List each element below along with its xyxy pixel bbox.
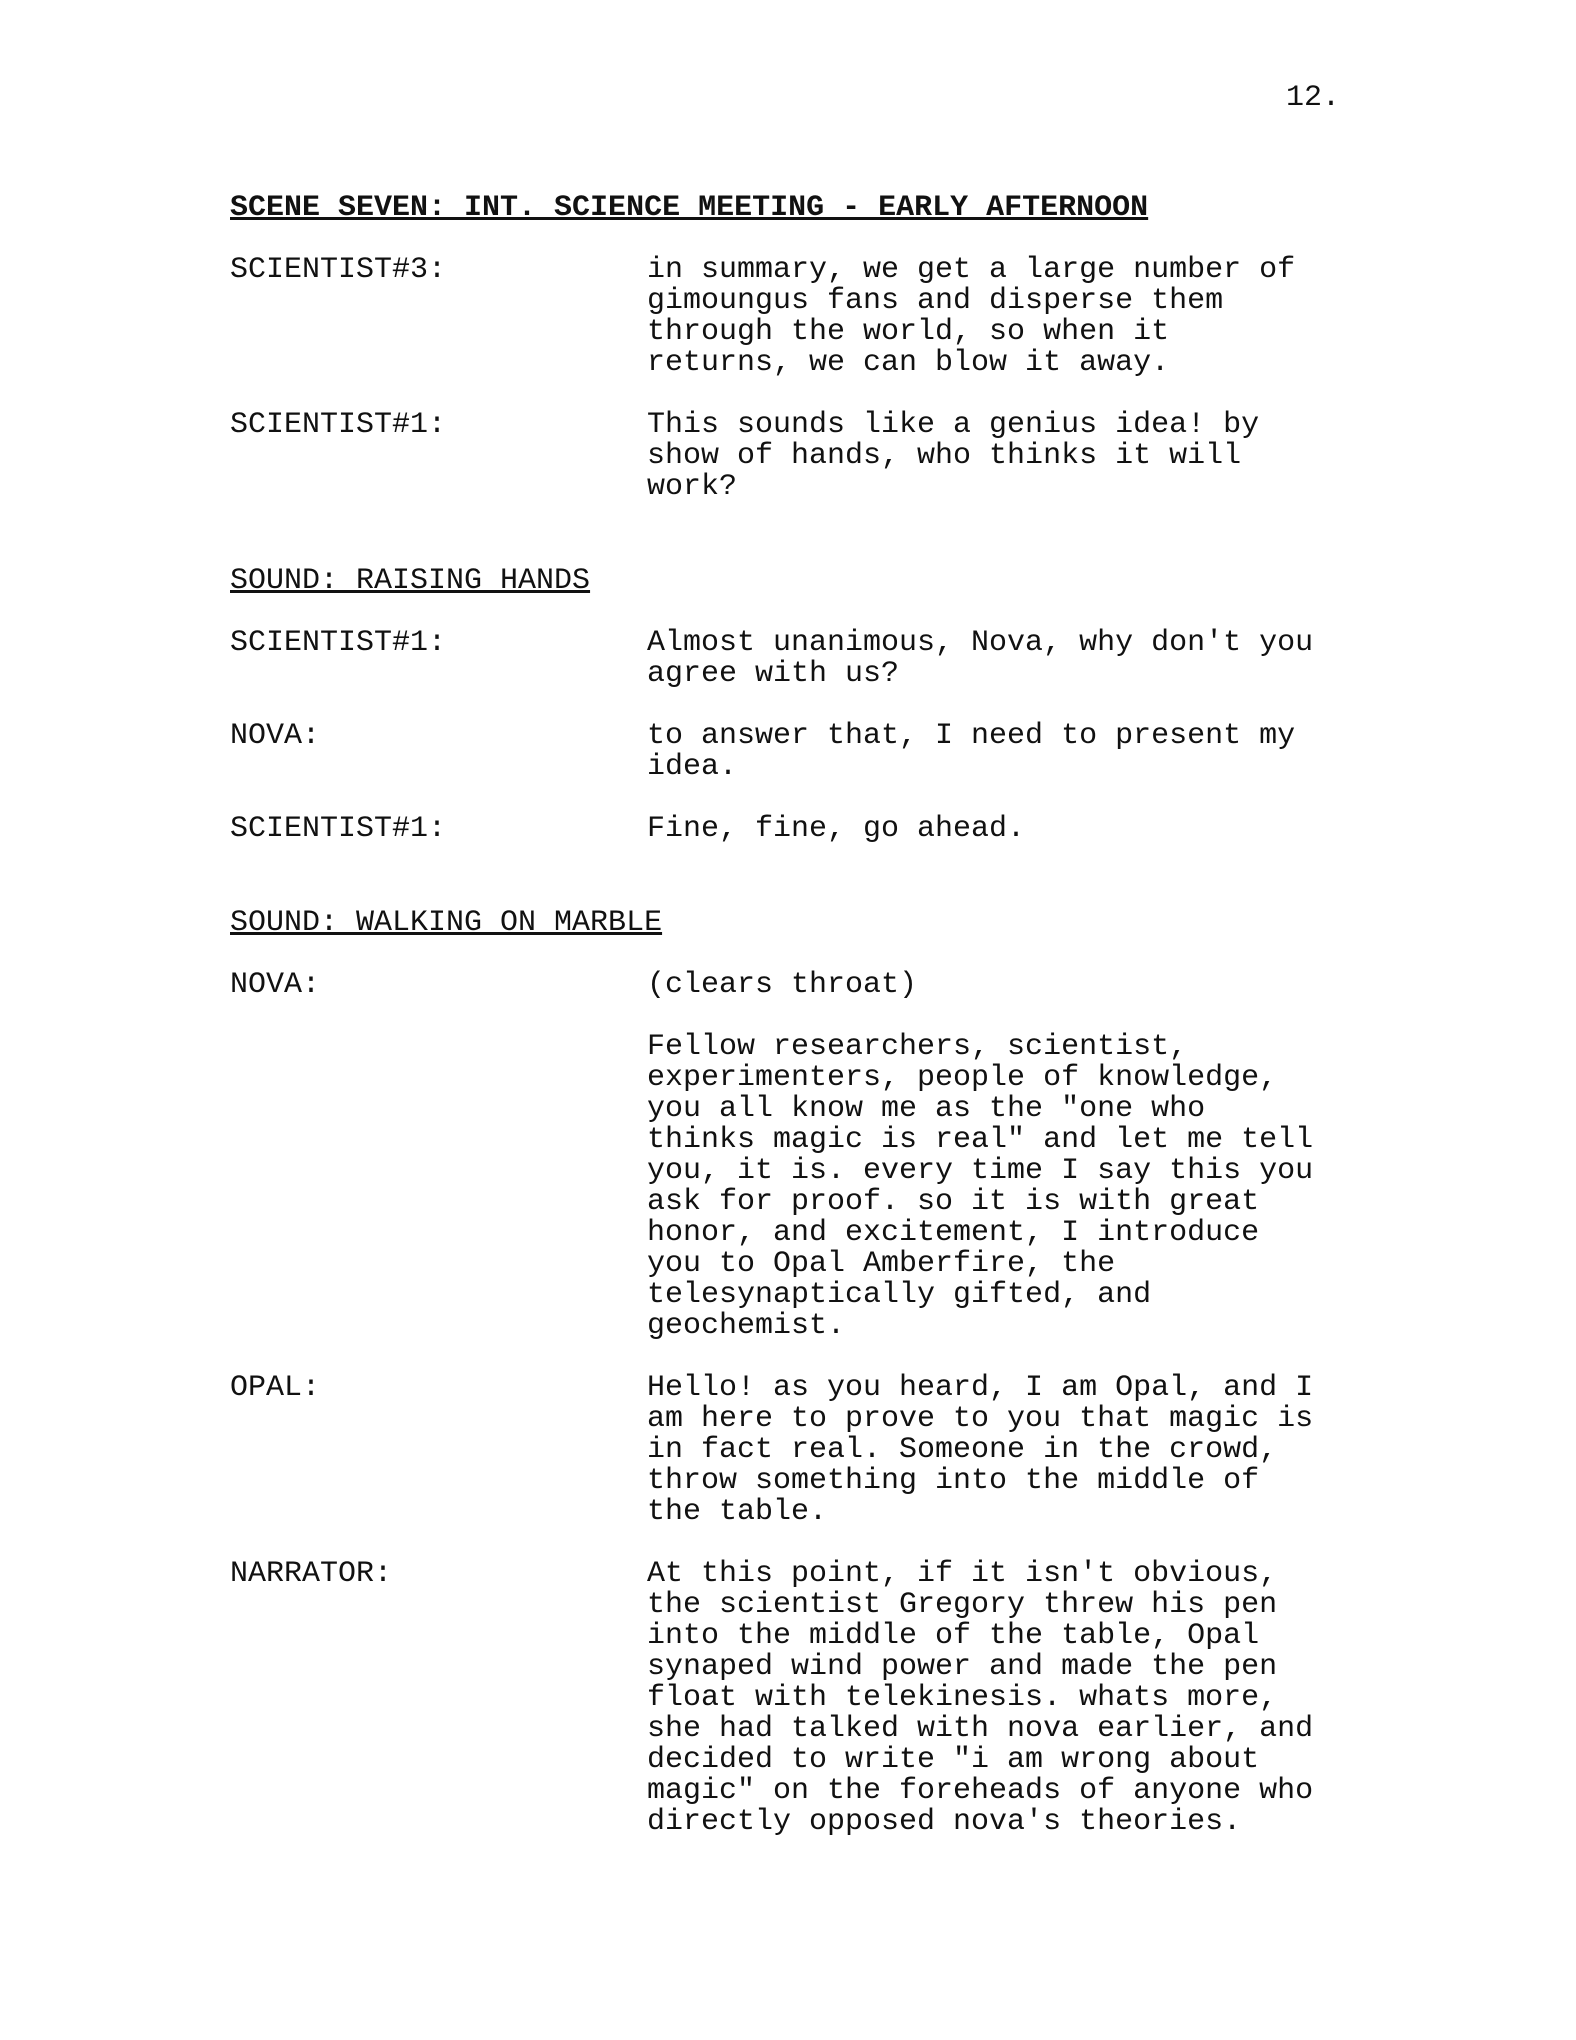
scene-heading: SCENE SEVEN: INT. SCIENCE MEETING - EARLY AFTERNOON: [230, 191, 1149, 225]
dialogue-block: [230, 814, 1350, 845]
speaker-name: SCIENTIST#3:: [230, 253, 447, 287]
dialogue-line: you, it is. every time I say this you: [647, 1154, 1314, 1188]
dialogue-line: work?: [647, 470, 738, 504]
dialogue-line: through the world, so when it: [647, 315, 1170, 349]
dialogue-line: thinks magic is real" and let me tell: [647, 1123, 1314, 1157]
dialogue-line: she had talked with nova earlier, and: [647, 1712, 1314, 1746]
dialogue-line: directly opposed nova's theories.: [647, 1805, 1242, 1839]
dialogue-text: [647, 628, 1313, 690]
speaker-name: SCIENTIST#1:: [230, 408, 447, 442]
dialogue-text: [647, 970, 1313, 1342]
dialogue-line: idea.: [647, 750, 738, 784]
dialogue-line: the table.: [647, 1495, 828, 1529]
dialogue-line: geochemist.: [647, 1309, 846, 1343]
dialogue-line: Fellow researchers, scientist,: [647, 1030, 1188, 1064]
dialogue-line: you all know me as the "one who: [647, 1092, 1206, 1126]
speaker-name: SCIENTIST#1:: [230, 626, 447, 660]
dialogue-line: Hello! as you heard, I am Opal, and I: [647, 1371, 1314, 1405]
dialogue-line: gimoungus fans and disperse them: [647, 284, 1224, 318]
speaker-name: SCIENTIST#1:: [230, 812, 447, 846]
dialogue-block: [230, 410, 1350, 503]
script-content: [230, 192, 1350, 1838]
dialogue-block: [230, 1373, 1350, 1528]
dialogue-line: returns, we can blow it away.: [647, 346, 1170, 380]
dialogue-line: At this point, if it isn't obvious,: [647, 1557, 1278, 1591]
dialogue-block: [230, 628, 1350, 690]
dialogue-block: [230, 970, 1350, 1342]
dialogue-line: decided to write "i am wrong about: [647, 1743, 1260, 1777]
dialogue-line: in summary, we get a large number of: [647, 253, 1296, 287]
dialogue-line: telesynaptically gifted, and: [647, 1278, 1152, 1312]
dialogue-line: am here to prove to you that magic is: [647, 1402, 1314, 1436]
dialogue-line: magic" on the foreheads of anyone who: [647, 1774, 1314, 1808]
dialogue-text: [647, 1559, 1313, 1838]
dialogue-line: synaped wind power and made the pen: [647, 1650, 1278, 1684]
dialogue-block: [230, 255, 1350, 379]
dialogue-text: [647, 721, 1295, 783]
dialogue-line: to answer that, I need to present my: [647, 719, 1296, 753]
speaker-name: NOVA:: [230, 968, 321, 1002]
speaker-name: NARRATOR:: [230, 1557, 393, 1591]
parenthetical: (clears throat): [647, 968, 918, 1002]
dialogue-block: [230, 721, 1350, 783]
dialogue-line: This sounds like a genius idea! by: [647, 408, 1260, 442]
dialogue-line: ask for proof. so it is with great: [647, 1185, 1260, 1219]
dialogue-line: float with telekinesis. whats more,: [647, 1681, 1278, 1715]
dialogue-line: in fact real. Someone in the crowd,: [647, 1433, 1278, 1467]
dialogue-text: [647, 255, 1295, 379]
dialogue-line: show of hands, who thinks it will: [647, 439, 1242, 473]
sound-cue: SOUND: RAISING HANDS: [230, 564, 591, 598]
dialogue-line: into the middle of the table, Opal: [647, 1619, 1260, 1653]
dialogue-text: [647, 1373, 1313, 1528]
speaker-name: NOVA:: [230, 719, 321, 753]
dialogue-line: agree with us?: [647, 657, 900, 691]
dialogue-line: experimenters, people of knowledge,: [647, 1061, 1278, 1095]
dialogue-line: honor, and excitement, I introduce: [647, 1216, 1260, 1250]
dialogue-text: [647, 814, 1025, 845]
speaker-name: OPAL:: [230, 1371, 321, 1405]
dialogue-line: Fine, fine, go ahead.: [647, 812, 1026, 846]
dialogue-line: throw something into the middle of: [647, 1464, 1260, 1498]
dialogue-line: Almost unanimous, Nova, why don't you: [647, 626, 1314, 660]
dialogue-block: [230, 1559, 1350, 1838]
dialogue-line: you to Opal Amberfire, the: [647, 1247, 1116, 1281]
page-number: 12.: [1285, 81, 1340, 115]
dialogue-text: [647, 410, 1259, 503]
sound-cue: SOUND: WALKING ON MARBLE: [230, 906, 663, 940]
dialogue-line: the scientist Gregory threw his pen: [647, 1588, 1278, 1622]
